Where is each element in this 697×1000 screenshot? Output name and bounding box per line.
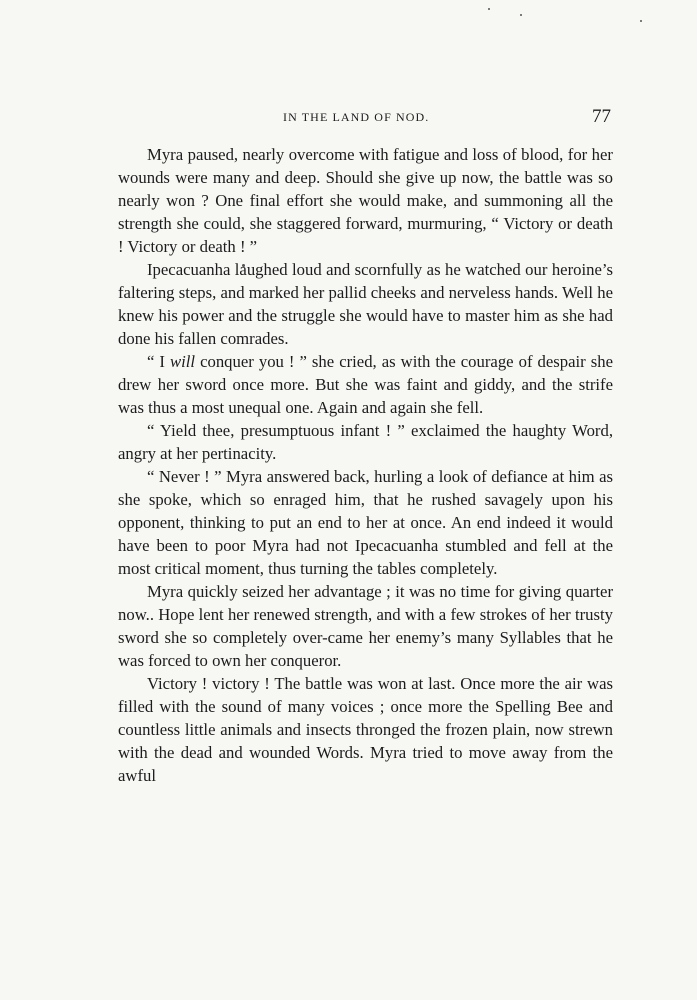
paragraph: Ipecacuanha laughed loud and scornfully as he watched our heroine’s faltering steps, and marked her pallid cheeks and nerveless hands. Well he knew his power and the struggle she would have to master him as she had done his fallen comrades. [118, 260, 613, 348]
paragraph [118, 350, 613, 419]
print-speck [520, 14, 522, 16]
paragraph: Victory ! victory ! The battle was won at last. Once more the air was filled with the sound of many voices ; once more the Spelling Bee and countless little animals and insects thronged the frozen plain, now strewn with the dead and wounded Words. Myra tried to move away from the awful [118, 674, 613, 785]
emphasized-word: will [170, 352, 196, 371]
print-speck [640, 20, 642, 22]
paragraph: “ Yield thee, presumptuous infant ! ” exclaimed the haughty Word, angry at her pertinacity. [118, 421, 613, 463]
body-text [118, 143, 613, 787]
page-header [118, 106, 613, 134]
paragraph: Myra quickly seized her advantage ; it was no time for giving quarter now.. Hope lent her renewed strength, and with a few strokes of her trusty sword she so completely over-came her enemy’s many Syllables that he was forced to own her conqueror. [118, 582, 613, 670]
paragraph: “ Never ! ” Myra answered back, hurling a look of defiance at him as she spoke, which so enraged him, that he rushed savagely upon his opponent, thinking to put an end to her at once. An end indeed it would have been to poor Myra had not Ipecacuanha stumbled and fell at the most critical moment, thus turning the tables completely. [118, 467, 613, 578]
page-number: 77 [592, 106, 611, 127]
paragraph: Myra paused, nearly overcome with fatigue and loss of blood, for her wounds were many and deep. Should she give up now, the battle was so nearly won ? One final effort she would make, and summoning all the strength she could, she staggered forward, murmuring, “ Victory or death ! Victory or death ! ” [118, 145, 613, 256]
running-head: IN THE LAND OF NOD. [283, 110, 430, 124]
print-speck [488, 8, 490, 10]
paragraph-lead: “ I [147, 352, 171, 371]
paragraph-rest: conquer you ! ” she cried, as with the courage of despair she drew her sword once more. But she was faint and giddy, and the strife was thus a most unequal one. Again and again she fell. [118, 352, 613, 417]
